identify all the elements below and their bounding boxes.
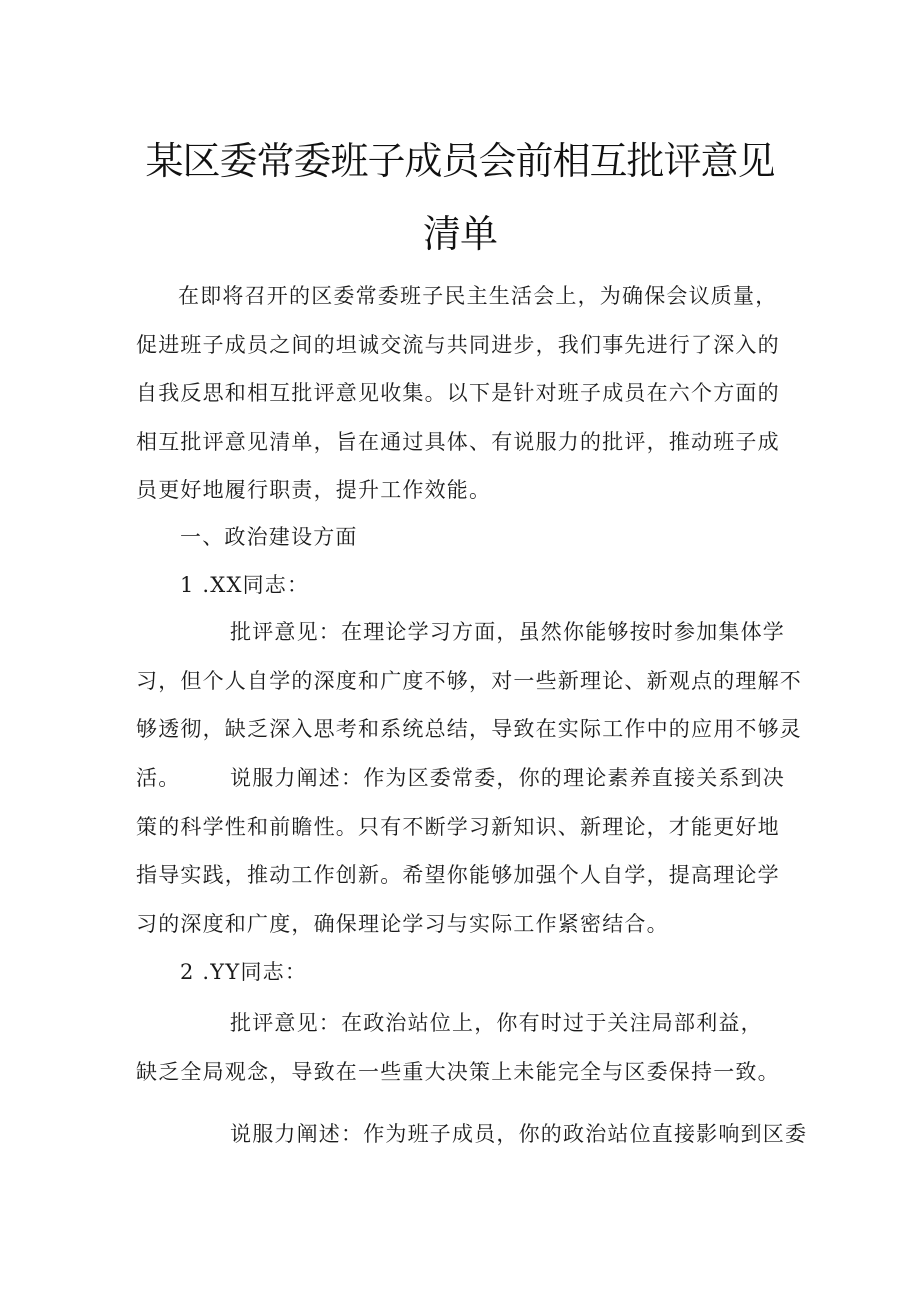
item-heading-yy: 2 .YY同志： bbox=[180, 960, 308, 984]
section-heading-political: 一、政治建设方面 bbox=[180, 525, 358, 549]
document-title-line1: 某区委常委班子成员会前相互批评意见 bbox=[145, 139, 775, 183]
intro-paragraph: 在即将召开的区委常委班子民主生活会上，为确保会议质量，促进班子成员之间的坦诚交流与共同进步，我们事先进行了深入的自我反思和相互批评意见收集。以下是针对班子成员在六个方面的相互批评意见清单，旨在通过具体、有说服力的批评，推动班子成员更好地履行职责，提升工作效能。 bbox=[136, 284, 780, 502]
item2-criticism-line1: 批评意见：在政治站位上，你有时过于关注局部利益， bbox=[230, 1011, 763, 1035]
document-title-line2: 清单 bbox=[422, 212, 497, 256]
item1-persuasion-paragraph: 说服力阐述：作为区委常委，你的理论素养直接关系到决策的科学性和前瞻性。只有不断学习新知识、新理论，才能更好地指导实践，推动工作创新。希望你能够加强个人自学，提高理论学习的深度和广度，确保理论学习与实际工作紧密结合。 bbox=[136, 766, 785, 936]
item2-persuasion-partial: 说服力阐述：作为班子成员，你的政治站位直接影响到区委 bbox=[230, 1122, 808, 1146]
item-heading-xx: 1 .XX同志： bbox=[180, 573, 310, 597]
item2-criticism-line2: 缺乏全局观念，导致在一些重大决策上未能完全与区委保持一致。 bbox=[136, 1060, 780, 1084]
item1-criticism-paragraph: 批评意见：在理论学习方面，虽然你能够按时参加集体学习，但个人自学的深度和广度不够，对一些新理论、新观点的理解不够透彻，缺乏深入思考和系统总结，导致在实际工作中的应用不够灵活。 bbox=[136, 620, 802, 790]
